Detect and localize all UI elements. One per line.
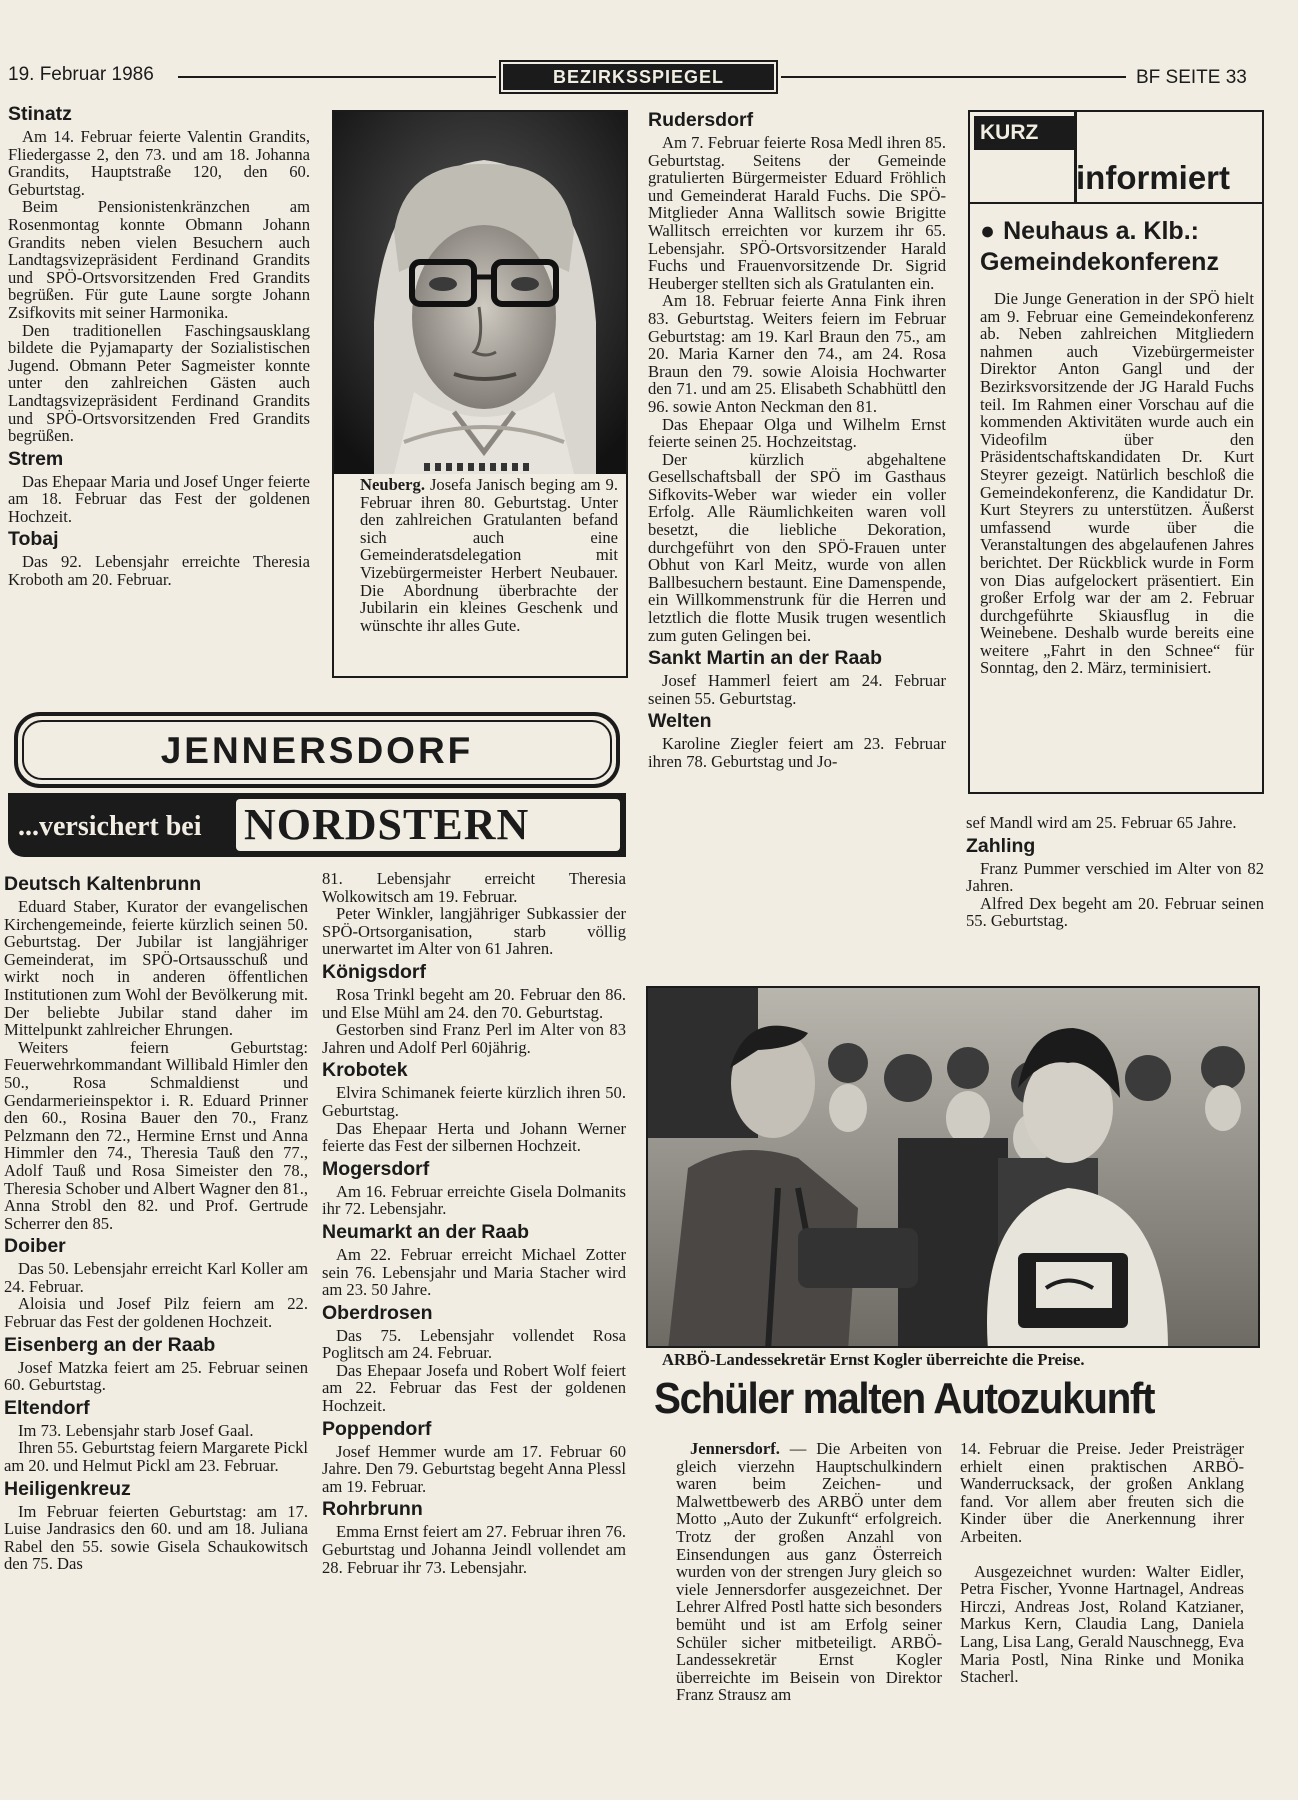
bullet-icon: ● xyxy=(980,217,996,245)
article-paragraph xyxy=(676,1440,942,1704)
section-head-rudersdorf: Rudersdorf xyxy=(648,109,754,131)
paragraph: Gestorben sind Franz Perl im Alter von 83 Jahren und Adolf Perl 60jährig. xyxy=(322,1020,626,1057)
article-lead: Jennersdorf. xyxy=(690,1439,780,1458)
article-column-1 xyxy=(676,1440,942,1704)
column-3 xyxy=(648,106,946,771)
paragraph: Rosa Trinkl begeht am 20. Februar den 86. und Else Mühl am 24. den 70. Geburtstag. xyxy=(322,984,626,1022)
kurz-text xyxy=(980,290,1254,677)
photo-box-neuberg xyxy=(332,110,628,678)
column-a xyxy=(4,870,308,1573)
photo-caption-neuberg xyxy=(360,476,618,634)
section-head-poppendorf: Poppendorf xyxy=(322,1417,432,1440)
kurz-informiert-box xyxy=(968,110,1264,794)
paragraph: Das Ehepaar Herta und Johann Werner feierte das Fest der silbernen Hochzeit. xyxy=(322,1118,626,1156)
section-head-oberdrosen: Oberdrosen xyxy=(322,1301,433,1324)
paragraph: Josef Hemmer wurde am 17. Februar 60 Jahre. Den 79. Geburtstag begeht Anna Plessl am 19. Februar. xyxy=(322,1441,626,1496)
paragraph: Das Ehepaar Olga und Wilhelm Ernst feierte seinen 25. Hochzeitstag. xyxy=(648,414,946,452)
header-rule-left xyxy=(178,76,496,78)
paragraph: Franz Pummer verschied im Alter von 82 Jahren. xyxy=(966,858,1264,896)
section-head-heiligenkreuz: Heiligenkreuz xyxy=(4,1477,131,1500)
section-head-mogersdorf: Mogersdorf xyxy=(322,1157,430,1180)
paragraph: Josef Hammerl feiert am 24. Februar seinen 55. Geburtstag. xyxy=(648,671,946,708)
kurz-title: informiert xyxy=(1076,159,1231,196)
section-head-strem: Strem xyxy=(8,447,64,470)
paragraph: Karoline Ziegler feiert am 23. Februar ihren 78. Geburtstag und Jo- xyxy=(648,734,946,771)
section-head-eltendorf: Eltendorf xyxy=(4,1396,90,1419)
article-column-2 xyxy=(960,1440,1244,1686)
section-head-eisenberg: Eisenberg an der Raab xyxy=(4,1333,216,1356)
paragraph: Beim Pensionistenkränzchen am Rosenmontag konnte Obmann Johann Grandits neben vielen Besuchern auch Landtagsvizepräsident Ferdinand Grandits und SPÖ-Ortsvorsitzenden Fred Grandits begrüßen. Für gute Laune sorgte Johann Zsifkovits mit seiner Harmonika. xyxy=(8,197,310,322)
nordstern-prefix: ...versichert bei xyxy=(18,811,202,842)
section-head-deutsch-kaltenbrunn: Deutsch Kaltenbrunn xyxy=(4,873,202,895)
paragraph: Das 50. Lebensjahr erreicht Karl Koller am 24. Februar. xyxy=(4,1259,308,1296)
nordstern-brand: NORDSTERN xyxy=(244,800,530,849)
section-head-welten: Welten xyxy=(648,710,712,733)
header-rule-right xyxy=(781,76,1126,78)
section-head-stinatz: Stinatz xyxy=(8,103,72,125)
column-4 xyxy=(966,814,1264,930)
section-badge xyxy=(499,60,778,94)
kurz-headline-text: Neuhaus a. Klb.: Gemeindekonferenz xyxy=(980,217,1219,276)
section-head-zahling: Zahling xyxy=(966,834,1036,857)
paragraph: Am 7. Februar feierte Rosa Medl ihren 85. Geburtstag. Seitens der Gemeinde gratulierten Bürgermeister Eduard Fröhlich und Gemeinderat Harald Fuchs. Die SPÖ-Mitglieder Anna Wallitsch sowie Brigitte Wallitsch erreichten vor kurzem ihr 65. Lebensjahr. SPÖ-Ortsvorsitzender Harald Fuchs und Frauenvorsitzende Dr. Sigrid Heuberger stellten sich als Gratulanten ein. xyxy=(648,133,946,293)
section-head-st-martin: Sankt Martin an der Raab xyxy=(648,647,883,670)
article-headline: Schüler malten Autozukunft xyxy=(654,1374,1155,1423)
paragraph: Alfred Dex begeht am 20. Februar seinen 55. Geburtstag. xyxy=(966,893,1264,931)
paragraph: 14. Februar die Preise. Jeder Preisträger erhielt einen praktischen ARBÖ-Wanderrucksack, der großen Anklang fand. Vor allem aber freuten sich die Kinder über die Anerkennung ihrer Arbeiten. xyxy=(960,1439,1244,1546)
paragraph: 81. Lebensjahr erreicht Theresia Wolkowitsch am 19. Februar. xyxy=(322,869,626,906)
paragraph: Im Februar feierten Geburtstag: am 17. Luise Jandrasics den 60. und am 18. Juliana Rabel den 55. sowie Gisela Schaukowitsch den 75. Das xyxy=(4,1501,308,1574)
paragraph: Die Junge Generation in der SPÖ hielt am 9. Februar eine Gemeindekonferenz ab. Neben zahlreichen Mitgliedern nahmen auch Vizebürgermeister Direktor Anton Gangl und der Bezirksvorsitzende der JG Harald Fuchs teil. Im Rahmen einer Vorschau auf die kommenden Aktivitäten wurde auch ein Videofilm über den Präsidentschaftskandidaten Dr. Kurt Steyrer gezeigt. Natürlich beschloß die Gemeindekonferenz, die Kandidatur Dr. Kurt Steyrers zu unterstützen. Äußerst umfassend wurde über die Veranstaltungen des abgelaufenen Jahres berichtet. Der Rückblick wurde in Form von Dias aufgelockert präsentiert. Ein großer Erfolg war der am 2. Februar durchgeführte Skiausflug in die Weinebene. Deshalb wurde bereits eine weitere „Fahrt in den Schnee“ für Sonntag, den 2. März, terminisiert. xyxy=(980,289,1254,678)
section-head-tobaj: Tobaj xyxy=(8,528,59,551)
column-b xyxy=(322,870,626,1576)
school-photo-caption: ARBÖ-Landessekretär Ernst Kogler überreichte die Preise. xyxy=(662,1350,1085,1369)
section-head-krobotek: Krobotek xyxy=(322,1059,408,1082)
paragraph: Am 14. Februar feierte Valentin Grandits, Fliedergasse 2, den 73. und am 18. Johanna Grandits, Hauptstraße 120, den 60. Geburtstag. xyxy=(8,127,310,199)
kurz-label-box xyxy=(974,116,1074,150)
nordstern-bar xyxy=(8,793,626,857)
paragraph: Den traditionellen Faschingsausklang bildete die Pyjamaparty der Sozialistischen Jugend. Obmann Peter Sagmeister konnte unter den zahlreichen Gästen auch Landtagsvizepräsident Ferdinand Grandits und SPÖ-Ortsvorsitzenden Fred Grandits begrüßen. xyxy=(8,320,310,446)
caption-lead: Neuberg. xyxy=(360,475,425,494)
caption-text: Josefa Janisch beging am 9. Februar ihren 80. Geburtstag. Unter den zahlreichen Gratulanten befand sich auch eine Gemeinderatsdelegation mit Vizebürgermeister Herbert Neubauer. Die Abordnung überbrachte der Jubilarin ein kleines Geschenk und wünschte ihr alles Gute. xyxy=(360,475,618,635)
paragraph: Im 73. Lebensjahr starb Josef Gaal. xyxy=(18,1420,254,1440)
paragraph: Emma Ernst feiert am 27. Februar ihren 76. Geburtstag und Johanna Jeindl vollendet am 28. Februar ihr 73. Lebensjahr. xyxy=(322,1522,626,1577)
paragraph: Ausgezeichnet wurden: Walter Eidler, Petra Fischer, Yvonne Hartnagel, Andreas Hirczi, Andreas Jost, Roland Katzianer, Markus Kern, Claudia Lang, Daniela Lang, Lisa Lang, Gerald Nauschnegg, Eva Maria Postl, Nina Rinke und Monika Stacherl. xyxy=(960,1561,1244,1687)
paragraph: Das 75. Lebensjahr vollendet Rosa Poglitsch am 24. Februar. xyxy=(322,1325,626,1363)
paragraph: Ihren 55. Geburtstag feiern Margarete Pickl am 20. und Helmut Pickl am 23. Februar. xyxy=(4,1438,308,1476)
kurz-headline xyxy=(980,216,1256,278)
paragraph: Weiters feiern Geburtstag: Feuerwehrkommandant Willibald Himler den 50., Rosa Schmaldienst und Gendarmerieinspektor i. R. Eduard Prinner den 60., Rosina Bauer den 70., Franz Pelzmann den 72., Hermine Ernst und Anna Himmler den 74., Theresia Tauß den 77., Adolf Tauß und Rosa Simeister den 78., Theresia Schober und Albert Wagner den 81., Anna Strobl den 82. und Prof. Gertrude Scherrer den 85. xyxy=(4,1037,308,1233)
portrait-illustration xyxy=(334,112,626,474)
kurz-label: KURZ xyxy=(980,121,1039,144)
paragraph: Aloisia und Josef Pilz feiern am 22. Februar das Fest der goldenen Hochzeit. xyxy=(4,1294,308,1332)
paragraph: Am 16. Februar erreichte Gisela Dolmanits ihr 72. Lebensjahr. xyxy=(322,1181,626,1219)
paragraph: Das Ehepaar Maria und Josef Unger feierte am 18. Februar das Fest der goldenen Hochzeit. xyxy=(8,471,310,526)
column-1 xyxy=(8,100,310,589)
paragraph: Der kürzlich abgehaltene Gesellschaftsball der SPÖ im Gasthaus Sifkovits-Weber war wieder ein voller Erfolg. Alle Räumlichkeiten waren voll besetzt, die liebliche Dekoration, durchgeführt von den SPÖ-Frauen unter Obhut von Karl Meitz, wurde von allen Ballbesuchern bestaunt. Eine Damenspende, ein Willkommenstrunk für die Herren und letztlich die flotte Musik trugen wesentlich zum guten Gelingen bei. xyxy=(648,449,946,645)
paragraph: sef Mandl wird am 25. Februar 65 Jahre. xyxy=(966,813,1237,832)
section-head-doiber: Doiber xyxy=(4,1235,66,1258)
paragraph: Eduard Staber, Kurator der evangelischen Kirchengemeinde, feierte kürzlich seinen 50. Geburtstag. Der Jubilar ist langjähriger Gemeinderat, im SPÖ-Ortsausschuß und wirkt noch in anderen öffentlichen Institutionen zum Wohl der Bevölkerung mit. Der beliebte Jubilar stand daher im Mittelpunkt zahlreicher Ehrungen. xyxy=(4,897,308,1040)
kurz-underline xyxy=(970,202,1262,204)
section-head-neumarkt: Neumarkt an der Raab xyxy=(322,1220,529,1243)
section-head-konigsdorf: Königsdorf xyxy=(322,960,426,983)
article-text: — Die Arbeiten von gleich vierzehn Hauptschulkindern waren beim Zeichen- und Malwettbewerb des ARBÖ unter dem Motto „Auto der Zukunft“ erfolgreich. Trotz der großen Anzahl von Einsendungen aus ganz Österreich wurden von der strengen Jury gleich so viele Jennersdorfer ausgezeichnet. Der Lehrer Alfred Postl hatte sich besonders bemüht und ist am Erfolg seiner Schüler sicher mitbeteiligt. ARBÖ-Landessekretär Ernst Kogler überreichte im Beisein von Direktor Franz Strausz am xyxy=(676,1439,942,1705)
paragraph: Am 22. Februar erreicht Michael Zotter sein 76. Lebensjahr und Maria Stacher wird am 23. 50 Jahre. xyxy=(322,1244,626,1300)
paragraph: Das 92. Lebensjahr erreichte Theresia Kroboth am 20. Februar. xyxy=(8,552,310,590)
banner-title: JENNERSDORF xyxy=(160,730,474,771)
portrait-photo xyxy=(334,112,626,474)
school-photo xyxy=(646,986,1260,1348)
paragraph: Am 18. Februar feierte Anna Fink ihren 83. Geburtstag. Weiters feiern im Februar Geburtstag: am 19. Karl Braun den 75., am 20. Maria Karner den 74., am 24. Rosa Braun den 79. sowie Aloisia Hochwarter den 71. und am 25. Elisabeth Schabhüttl den 96. sowie Anton Neckman den 81. xyxy=(648,291,946,416)
paragraph: Josef Matzka feiert am 25. Februar seinen 60. Geburtstag. xyxy=(4,1357,308,1395)
jennersdorf-banner xyxy=(14,712,620,788)
nordstern-plate xyxy=(236,799,620,851)
paragraph: Elvira Schimanek feierte kürzlich ihren 50. Geburtstag. xyxy=(322,1083,626,1120)
section-head-rohrbrunn: Rohrbrunn xyxy=(322,1498,423,1521)
paragraph: Das Ehepaar Josefa und Robert Wolf feiert am 22. Februar das Fest der goldenen Hochzeit. xyxy=(322,1360,626,1416)
header-page: BF SEITE 33 xyxy=(1136,67,1247,88)
header-date: 19. Februar 1986 xyxy=(8,64,154,85)
section-title: BEZIRKSSPIEGEL xyxy=(503,64,774,90)
paragraph: Peter Winkler, langjähriger Subkassier der SPÖ-Ortsorganisation, starb völlig unerwartet im Alter von 61 Jahren. xyxy=(322,904,626,959)
school-illustration xyxy=(648,988,1260,1348)
